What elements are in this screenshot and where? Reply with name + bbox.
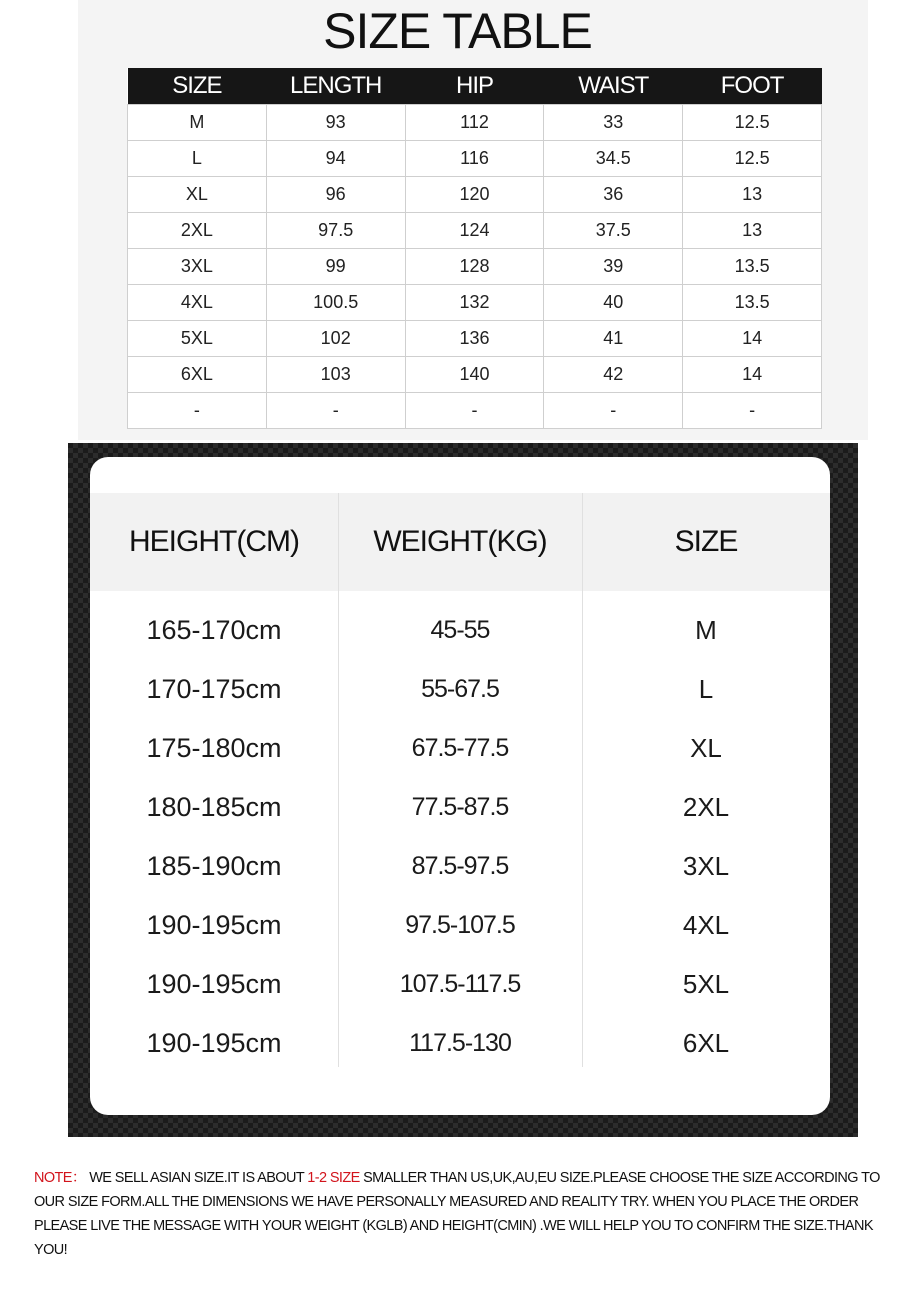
header-recommended-size: SIZE [674, 525, 738, 558]
height-cell: 185-190cm [146, 851, 282, 881]
weight-cell: 77.5-87.5 [411, 793, 509, 821]
table-cell: 13.5 [683, 285, 822, 321]
table-cell: 93 [266, 105, 405, 141]
header-waist: WAIST [544, 68, 683, 105]
table-cell: 12.5 [683, 141, 822, 177]
table-cell: 42 [544, 357, 683, 393]
table-cell: 132 [405, 285, 544, 321]
table-cell: 3XL [128, 249, 267, 285]
list-item [90, 660, 830, 719]
table-cell: - [128, 393, 267, 429]
table-cell: 37.5 [544, 213, 683, 249]
table-row [128, 285, 822, 321]
table-cell: 103 [266, 357, 405, 393]
weight-cell: 87.5-97.5 [411, 852, 509, 880]
size-cell: 3XL [682, 851, 730, 881]
height-cell: 190-195cm [146, 1028, 282, 1058]
table-cell: 13.5 [683, 249, 822, 285]
weight-cell: 97.5-107.5 [405, 911, 515, 939]
table-cell: 41 [544, 321, 683, 357]
table-cell: 36 [544, 177, 683, 213]
table-cell: - [544, 393, 683, 429]
table-cell: 112 [405, 105, 544, 141]
table-cell: 14 [683, 321, 822, 357]
weight-cell: 55-67.5 [421, 675, 499, 703]
table-cell: 94 [266, 141, 405, 177]
list-item [90, 955, 830, 1014]
table-cell: 2XL [128, 213, 267, 249]
fit-guide-card [90, 457, 830, 1115]
table-cell: 99 [266, 249, 405, 285]
height-cell: 175-180cm [146, 733, 282, 763]
header-weight: WEIGHT(KG) [373, 525, 547, 558]
note-highlight: 1-2 SIZE [307, 1170, 360, 1186]
table-cell: 5XL [128, 321, 267, 357]
table-cell: - [266, 393, 405, 429]
table-cell: 12.5 [683, 105, 822, 141]
table-cell: 13 [683, 177, 822, 213]
weight-cell: 107.5-117.5 [399, 970, 521, 998]
header-height: HEIGHT(CM) [129, 525, 299, 558]
table-row [128, 141, 822, 177]
note-label: NOTE： [34, 1170, 86, 1186]
table-cell: 13 [683, 213, 822, 249]
list-item [90, 601, 830, 660]
header-size: SIZE [128, 68, 267, 105]
table-cell: M [128, 105, 267, 141]
size-note [34, 1166, 906, 1262]
size-cell: 6XL [682, 1028, 730, 1058]
table-cell: 14 [683, 357, 822, 393]
table-cell: - [683, 393, 822, 429]
fit-guide-header [90, 493, 830, 591]
table-cell: 102 [266, 321, 405, 357]
size-cell: 5XL [682, 969, 730, 999]
table-cell: 120 [405, 177, 544, 213]
size-cell: 2XL [682, 792, 730, 822]
height-cell: 170-175cm [146, 674, 282, 704]
table-row [128, 321, 822, 357]
note-text-before: WE SELL ASIAN SIZE.IT IS ABOUT [85, 1170, 308, 1186]
height-cell: 190-195cm [146, 969, 282, 999]
note-text-after: SMALLER THAN US,UK,AU,EU SIZE.PLEASE CHOOSE THE SIZE ACCORDING TO OUR SIZE FORM.ALL THE DIMENSIONS WE HAVE PERSONALLY MEASURED AND REALITY TRY. WHEN YOU PLACE THE ORDER PLEASE LIVE THE MESSAGE WITH YOUR WEIGHT (KGLB) AND HEIGHT(CMIN) .WE WILL HELP YOU TO CONFIRM THE SIZE.THANK YOU! [34, 1170, 880, 1258]
size-table-header-row [128, 68, 822, 105]
table-cell: - [405, 393, 544, 429]
table-row [128, 105, 822, 141]
header-hip: HIP [405, 68, 544, 105]
table-cell: 128 [405, 249, 544, 285]
list-item [90, 1014, 830, 1073]
height-cell: 180-185cm [146, 792, 282, 822]
table-row [128, 213, 822, 249]
table-cell: 97.5 [266, 213, 405, 249]
table-row [128, 357, 822, 393]
table-cell: 40 [544, 285, 683, 321]
weight-cell: 45-55 [430, 616, 490, 644]
table-cell: L [128, 141, 267, 177]
table-cell: 100.5 [266, 285, 405, 321]
list-item [90, 896, 830, 955]
fit-guide-rows [90, 601, 830, 1073]
table-cell: 136 [405, 321, 544, 357]
list-item [90, 719, 830, 778]
size-cell: 4XL [682, 910, 730, 940]
table-cell: 124 [405, 213, 544, 249]
size-cell: L [698, 674, 714, 704]
size-table [127, 68, 822, 429]
table-cell: 39 [544, 249, 683, 285]
table-row [128, 393, 822, 429]
weight-cell: 117.5-130 [409, 1029, 511, 1057]
size-cell: XL [690, 733, 722, 763]
size-cell: M [695, 615, 717, 645]
table-cell: 140 [405, 357, 544, 393]
table-cell: 34.5 [544, 141, 683, 177]
table-cell: XL [128, 177, 267, 213]
table-cell: 4XL [128, 285, 267, 321]
table-cell: 6XL [128, 357, 267, 393]
header-foot: FOOT [683, 68, 822, 105]
height-cell: 165-170cm [146, 615, 282, 645]
list-item [90, 837, 830, 896]
table-cell: 96 [266, 177, 405, 213]
table-row [128, 249, 822, 285]
page-title: SIZE TABLE [323, 3, 592, 59]
fit-guide-panel [68, 443, 858, 1137]
weight-cell: 67.5-77.5 [411, 734, 509, 762]
table-row [128, 177, 822, 213]
table-cell: 116 [405, 141, 544, 177]
header-length: LENGTH [266, 68, 405, 105]
height-cell: 190-195cm [146, 910, 282, 940]
table-cell: 33 [544, 105, 683, 141]
list-item [90, 778, 830, 837]
